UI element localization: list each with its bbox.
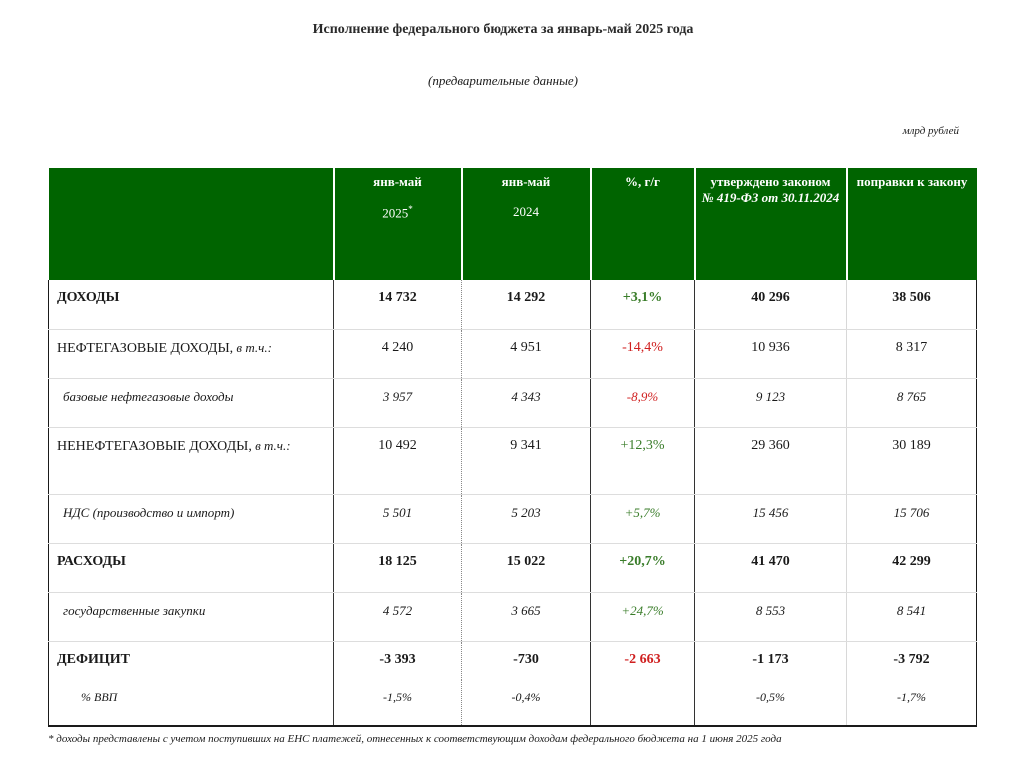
cell-2025: 3 957 bbox=[334, 378, 462, 427]
cell-amend: 8 541 bbox=[847, 592, 977, 641]
table-row-vat bbox=[49, 494, 977, 543]
row-label: ДОХОДЫ bbox=[49, 280, 334, 329]
cell-amend: -3 792 bbox=[847, 641, 977, 680]
cell-law: -1 173 bbox=[695, 641, 847, 680]
cell-law: 40 296 bbox=[695, 280, 847, 329]
cell-2024: 5 203 bbox=[462, 494, 591, 543]
cell-pct: -2 663 bbox=[591, 641, 695, 680]
header-jan-may-2024: янв-май 2024 bbox=[462, 168, 591, 280]
report-title: Исполнение федерального бюджета за январь-май 2025 года bbox=[312, 22, 694, 37]
cell-2024: 3 665 bbox=[462, 592, 591, 641]
cell-amend: 38 506 bbox=[847, 280, 977, 329]
row-label: базовые нефтегазовые доходы bbox=[49, 378, 334, 427]
cell-pct: +3,1% bbox=[591, 280, 695, 329]
cell-law: 29 360 bbox=[695, 427, 847, 494]
cell-2025: 4 240 bbox=[334, 329, 462, 378]
cell-2025: 10 492 bbox=[334, 427, 462, 494]
cell-amend: 15 706 bbox=[847, 494, 977, 543]
cell-2024: 15 022 bbox=[462, 543, 591, 592]
table-row-revenues bbox=[49, 280, 977, 329]
cell-2025: -3 393 bbox=[334, 641, 462, 680]
table-row-non-oil-gas-revenues bbox=[49, 427, 977, 494]
cell-amend: 8 317 bbox=[847, 329, 977, 378]
cell-2024: -730 bbox=[462, 641, 591, 680]
cell-2024: 9 341 bbox=[462, 427, 591, 494]
cell-2024: 4 343 bbox=[462, 378, 591, 427]
row-label-suffix: в т.ч.: bbox=[251, 437, 291, 453]
row-label-suffix: в т.ч.: bbox=[233, 339, 272, 355]
row-label: НДС (производство и импорт) bbox=[49, 494, 334, 543]
cell-amend: -1,7% bbox=[847, 680, 977, 726]
cell-law: 10 936 bbox=[695, 329, 847, 378]
report-subtitle: (предварительные данные) bbox=[428, 73, 578, 88]
cell-pct: +5,7% bbox=[591, 494, 695, 543]
header-law-amendments: поправки к закону bbox=[847, 168, 977, 280]
header-label-column bbox=[49, 168, 334, 280]
row-label: НЕНЕФТЕГАЗОВЫЕ ДОХОДЫ, в т.ч.: bbox=[49, 427, 334, 494]
cell-2025: 5 501 bbox=[334, 494, 462, 543]
budget-table bbox=[48, 168, 977, 727]
units-label: млрд рублей bbox=[902, 125, 959, 137]
cell-2025: 18 125 bbox=[334, 543, 462, 592]
cell-law: -0,5% bbox=[695, 680, 847, 726]
header-year-2025: 2025 bbox=[382, 205, 409, 221]
table-row-deficit-gdp bbox=[49, 680, 977, 726]
cell-law: 41 470 bbox=[695, 543, 847, 592]
table-row-deficit bbox=[49, 641, 977, 680]
cell-amend: 30 189 bbox=[847, 427, 977, 494]
header-footnote-mark: * bbox=[408, 204, 413, 214]
cell-2024: 4 951 bbox=[462, 329, 591, 378]
header-year-2024: 2024 bbox=[513, 204, 539, 219]
footnote: * доходы представлены с учетом поступивших на ЕНС платежей, отнесенных к соответствующим доходам федерального бюджета на 1 июня 2025 года bbox=[48, 733, 782, 745]
cell-pct: -14,4% bbox=[591, 329, 695, 378]
cell-law: 8 553 bbox=[695, 592, 847, 641]
cell-2025: 14 732 bbox=[334, 280, 462, 329]
table-row-base-oil-gas bbox=[49, 378, 977, 427]
cell-pct: +24,7% bbox=[591, 592, 695, 641]
table-row-oil-gas-revenues bbox=[49, 329, 977, 378]
table-header-row bbox=[49, 168, 977, 280]
cell-pct: +20,7% bbox=[591, 543, 695, 592]
cell-2024: 14 292 bbox=[462, 280, 591, 329]
header-law-number: № 419-ФЗ от 30.11.2024 bbox=[701, 190, 840, 205]
row-label: ДЕФИЦИТ bbox=[49, 641, 334, 680]
cell-2025: -1,5% bbox=[334, 680, 462, 726]
cell-law: 9 123 bbox=[695, 378, 847, 427]
header-jan-may-2025: янв-май 2025* bbox=[334, 168, 462, 280]
header-approved-by-law: утверждено законом № 419-ФЗ от 30.11.2024 bbox=[695, 168, 847, 280]
header-yoy-percent: %, г/г bbox=[591, 168, 695, 280]
cell-pct bbox=[591, 680, 695, 726]
table-row-expenditures bbox=[49, 543, 977, 592]
row-label: РАСХОДЫ bbox=[49, 543, 334, 592]
cell-amend: 8 765 bbox=[847, 378, 977, 427]
table-row-procurement bbox=[49, 592, 977, 641]
cell-2024: -0,4% bbox=[462, 680, 591, 726]
cell-amend: 42 299 bbox=[847, 543, 977, 592]
row-label: % ВВП bbox=[49, 680, 334, 726]
cell-law: 15 456 bbox=[695, 494, 847, 543]
row-label: НЕФТЕГАЗОВЫЕ ДОХОДЫ, в т.ч.: bbox=[49, 329, 334, 378]
cell-pct: +12,3% bbox=[591, 427, 695, 494]
cell-pct: -8,9% bbox=[591, 378, 695, 427]
cell-2025: 4 572 bbox=[334, 592, 462, 641]
row-label: государственные закупки bbox=[49, 592, 334, 641]
